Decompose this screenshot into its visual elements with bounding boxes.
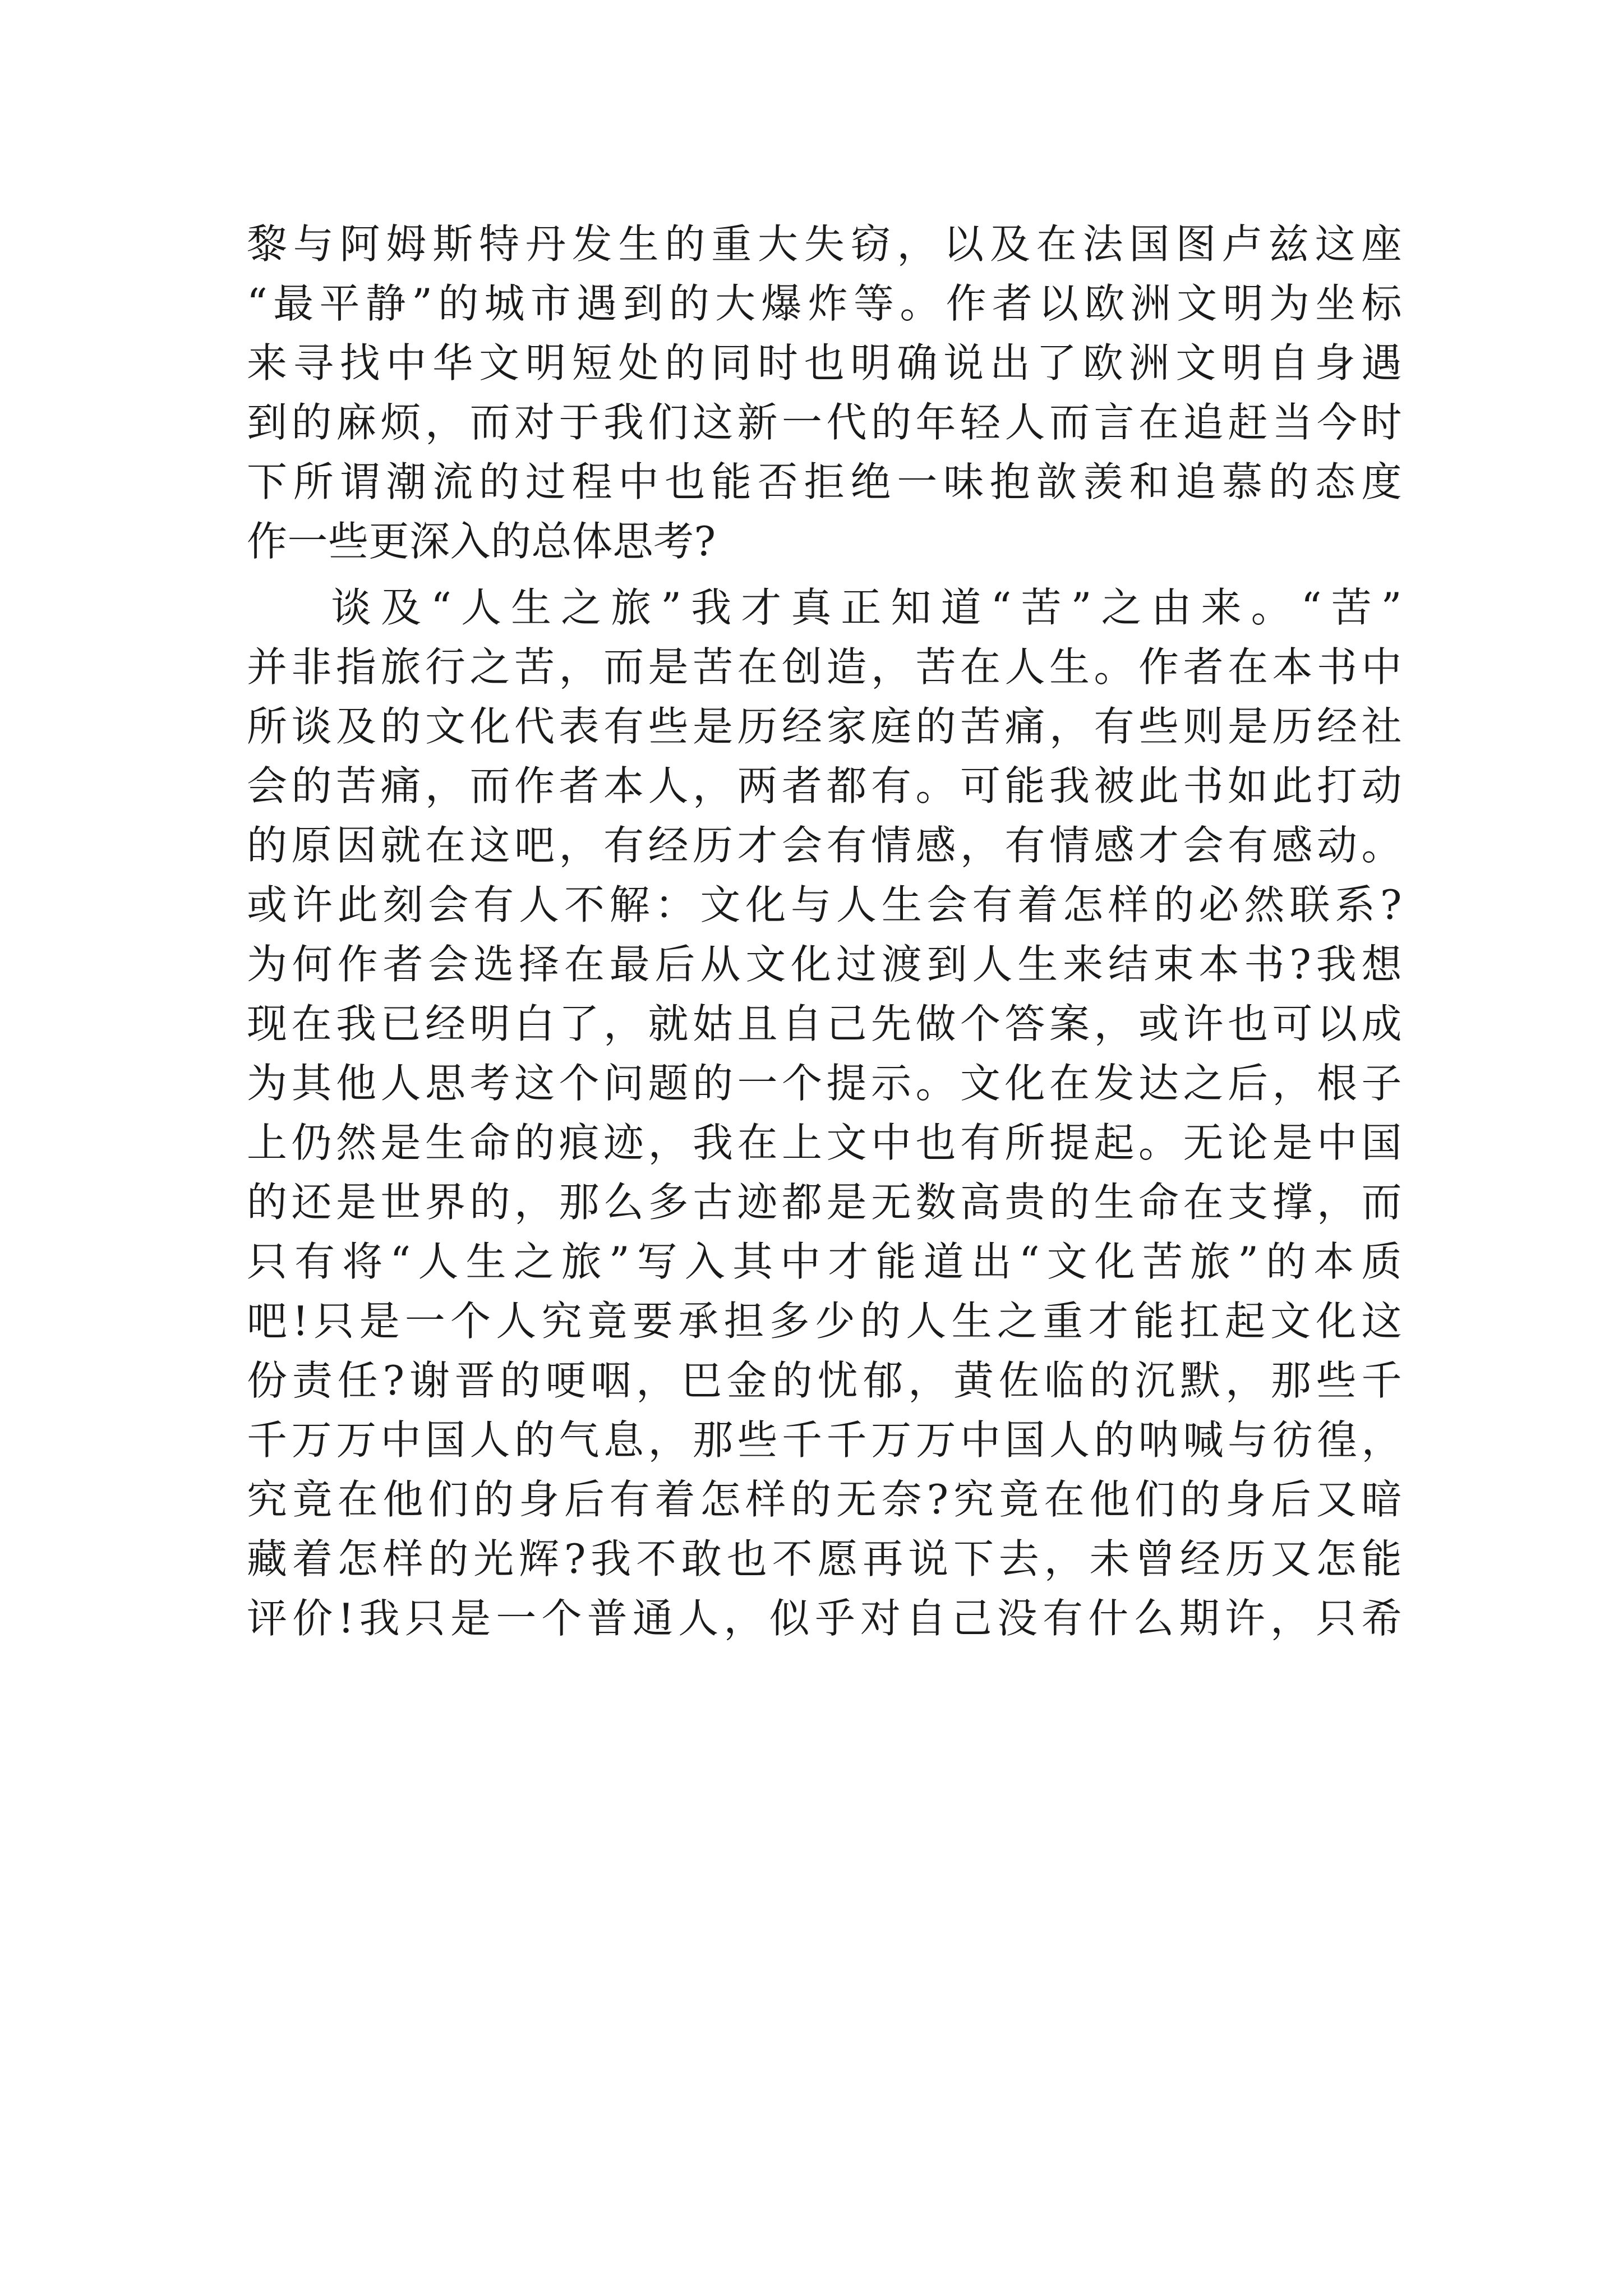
text-line: 并非指旅行之苦，而是苦在创造，苦在人生。作者在本书中	[247, 643, 1402, 691]
text-line: 藏着怎样的光辉?我不敢也不愿再说下去，未曾经历又怎能	[247, 1535, 1402, 1582]
text-line: 吧!只是一个人究竟要承担多少的人生之重才能扛起文化这	[247, 1297, 1402, 1345]
text-line: 或许此刻会有人不解：文化与人生会有着怎样的必然联系?	[247, 881, 1402, 928]
text-line: 的还是世界的，那么多古迹都是无数高贵的生命在支撑，而	[247, 1179, 1402, 1226]
text-line: 到的麻烦，而对于我们这新一代的年轻人而言在追赶当今时	[247, 399, 1402, 446]
text-line: 黎与阿姆斯特丹发生的重大失窃，以及在法国图卢兹这座	[247, 220, 1402, 268]
text-line: 千万万中国人的气息，那些千千万万中国人的呐喊与彷徨，	[247, 1416, 1402, 1464]
text-line: 会的苦痛，而作者本人，两者都有。可能我被此书如此打动	[247, 762, 1402, 809]
text-line: 作一些更深入的总体思考?	[247, 518, 716, 565]
text-line: 为其他人思考这个问题的一个提示。文化在发达之后，根子	[247, 1060, 1402, 1107]
text-line: 的原因就在这吧，有经历才会有情感，有情感才会有感动。	[247, 822, 1402, 869]
text-line: “最平静”的城市遇到的大爆炸等。作者以欧洲文明为坐标	[247, 280, 1402, 327]
text-line: 份责任?谢晋的哽咽，巴金的忧郁，黄佐临的沉默，那些千	[247, 1357, 1402, 1404]
text-line: 下所谓潮流的过程中也能否拒绝一味抱歆羡和追慕的态度	[247, 458, 1402, 505]
body-text	[247, 214, 1402, 1648]
text-line: 来寻找中华文明短处的同时也明确说出了欧洲文明自身遇	[247, 339, 1402, 386]
text-line: 为何作者会选择在最后从文化过渡到人生来结束本书?我想	[247, 941, 1402, 988]
text-line: 所谈及的文化代表有些是历经家庭的苦痛，有些则是历经社	[247, 703, 1402, 750]
text-line: 只有将“人生之旅”写入其中才能道出“文化苦旅”的本质	[247, 1238, 1402, 1285]
text-line: 上仍然是生命的痕迹，我在上文中也有所提起。无论是中国	[247, 1119, 1402, 1166]
text-line: 现在我已经明白了，就姑且自己先做个答案，或许也可以成	[247, 1000, 1402, 1047]
text-line: 究竟在他们的身后有着怎样的无奈?究竟在他们的身后又暗	[247, 1476, 1402, 1523]
text-line: 评价!我只是一个普通人，似乎对自己没有什么期许，只希	[247, 1595, 1402, 1642]
text-line: 谈及“人生之旅”我才真正知道“苦”之由来。“苦”	[331, 584, 1402, 631]
paragraph-1	[247, 214, 1402, 571]
paragraph-2	[247, 578, 1402, 1648]
